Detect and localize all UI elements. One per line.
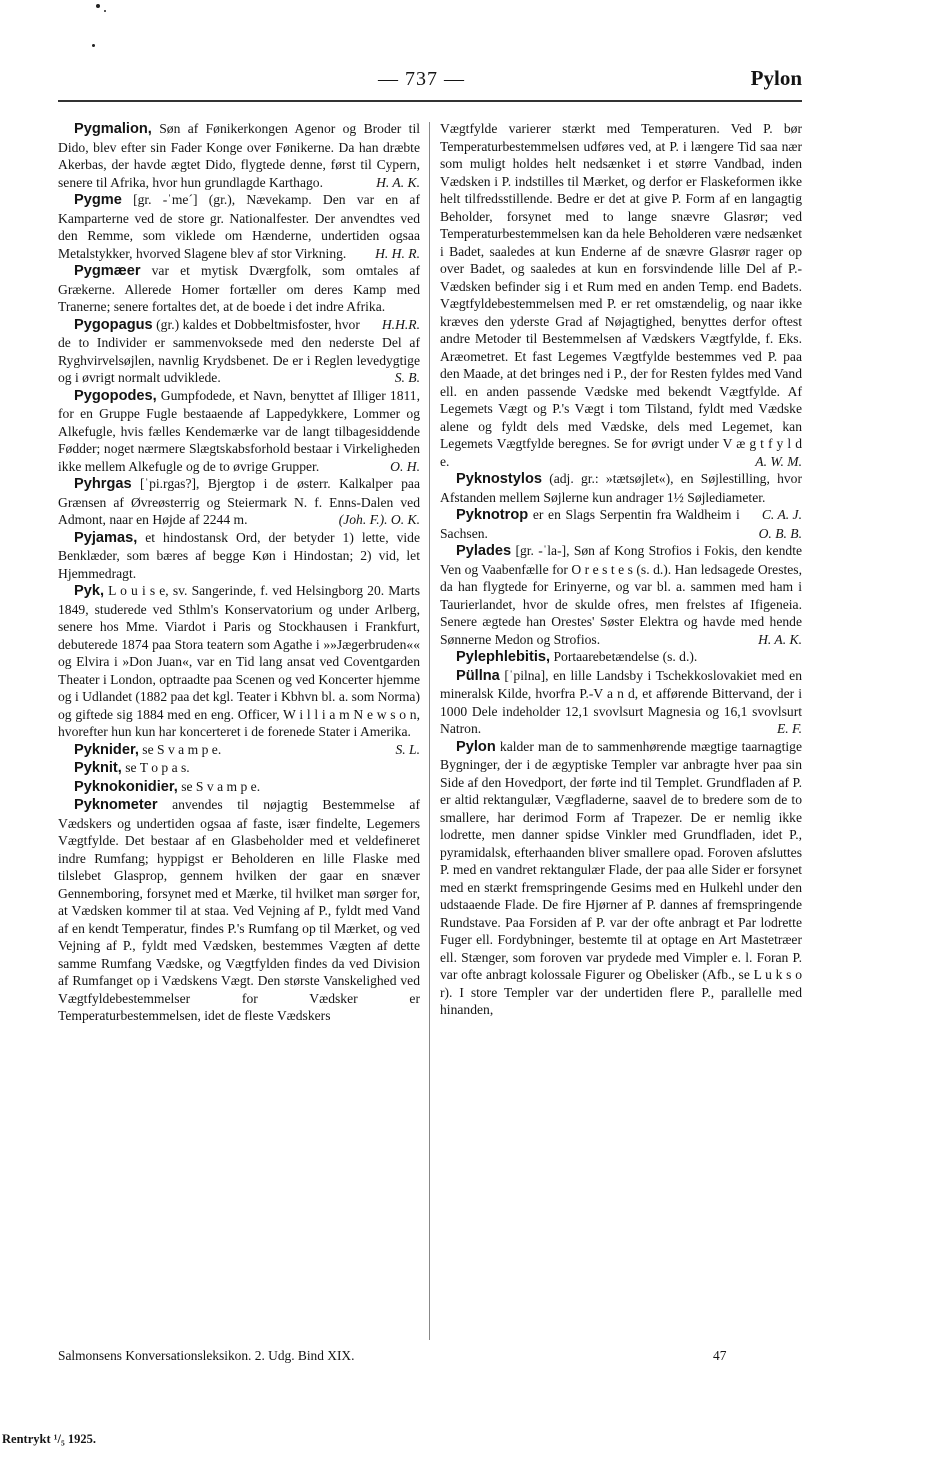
entry-body: var et mytisk Dværgfolk, som omtales af Grækerne. Allerede Homer fortæller om deres Kamp med Tranerne; senere fortaltes det, at de boede i det indre Afrika.	[58, 263, 420, 314]
entry-headword: Püllna	[456, 667, 500, 684]
dictionary-entry	[58, 191, 420, 262]
entry-signature: O. H.	[390, 458, 420, 474]
entry-headword: Pyknider,	[74, 741, 139, 758]
dictionary-entry	[440, 542, 802, 648]
scan-speck	[104, 10, 106, 12]
entry-signature: E. F.	[776, 721, 802, 736]
page-number: — 737 —	[378, 68, 465, 90]
continued-entry-text	[440, 120, 802, 470]
entry-signature: (Joh. F.). O. K.	[338, 512, 420, 527]
entry-headword: Pyknit,	[74, 760, 122, 776]
entry-headword: Pygmalion,	[74, 121, 152, 137]
entry-headword: Pygopodes,	[74, 387, 157, 404]
dictionary-entry	[440, 738, 802, 1019]
entry-headword: Pygopagus	[74, 316, 153, 333]
entry-headword: Pylon	[456, 738, 496, 755]
page-header	[58, 68, 802, 100]
dictionary-entry	[58, 120, 420, 191]
entry-signature: A. W. M.	[755, 453, 802, 469]
right-column	[440, 120, 802, 1019]
entry-body: Gumpfodede, et Navn, benyttet af Illiger 1811, for en Gruppe Fugle bestaaende af Lappedykkere, Lommer og Alkefugle, hvis fælles Kendemærke var de langt tilbagesiddende Fødder; noget nærmere Slægtskabsforhold bestaar i Virkeligheden ikke mellem Alkefugle og de to øvrige Grupper.	[58, 387, 420, 474]
entry-body: [gr. -ˈme´] (gr.), Nævekamp. Den var en af Kamparterne ved de store gr. Nationalfester. Der anvendtes ved den Remme, som viklede om Hænderne, undertiden ogsaa Metalstykker, hvorved Slagene blev af stor Virkning.	[58, 192, 420, 261]
scan-speck	[92, 44, 95, 47]
publication-line: Salmonsens Konversationsleksikon. 2. Udg. Bind XIX.	[58, 1348, 355, 1363]
continuation-body: Vægtfylde varierer stærkt med Temperaturen. Ved P. bør Temperaturbestemmelsen udføres ved, at P. i længere Tid saa nær som muligt holdes helt nedsænket i et større Vandbad, inden Vædsken i P. indstilles til Mærket, og derfor er Flaskeformen ikke helt tilfredsstillende. Bedre er det at give P. Form af en langagtig Beholder, forsynet med to lange snævre Glasrør; ved Temperaturbestemmelsen kan da hele Beholderen være nedsænket i Badet, saaledes at kun Enderne af de snævre Glasrør rager op over Badet, og saaledes at kun en forsvindende lille Del af P.-Vædsken befinder sig i et Rum med en anden Temp. end Badets. Vægtfyldebestemmelsen med P. er ret omstændelig, og naar ikke kræves den yderste Grad af Nøjagtighed, benyttes derfor oftest andre Metoder til Bestemmelsen af Vædskers Vægtfylde, f. Eks. Aræometret. Et fast Legemes Vægtfylde bestemmes ved P. paa den Maade, at det bringes ned i P., der for Resten fyldes med Vand ell. en anden passende Vædske med bekendt Vægtfylde. Af Legemets Vægt og P.'s Vægt i tom Tilstand, fyldt med Vædske alene og fyldt dels med Vædske, dels med Legemet, kan Legemets Vægtfylde beregnes. Se for øvrigt under V æ g t f y l d e.	[440, 121, 802, 469]
entry-signature: C. A. J.	[761, 507, 802, 522]
dictionary-entry	[58, 796, 420, 1025]
entry-headword: Pylephlebitis,	[456, 649, 551, 665]
entry-headword: Pyknotrop	[456, 507, 529, 523]
header-rule	[58, 100, 802, 102]
entry-body: se T o p a s.	[121, 760, 190, 775]
entry-headword: Pyjamas,	[74, 529, 138, 546]
entry-headword: Pyhrgas	[74, 476, 132, 492]
entry-body: [ˈpilna], en lille Landsby i Tschekkoslovakiet med en mineralsk Kilde, hvorfra P.-V a n d, et afførende Bittervand, der i 1000 Dele indeholder 12,1 svovlsurt Magnesia og 16,1 svovlsurt Natron.	[440, 667, 802, 736]
entry-body: [ˈpi.rgas?], Bjergtop i de østerr. Kalkalper paa Grænsen af Øvreøsterrig og Steiermark N. f. Enns-Dalen ved Admont, naar en Højde af 2244 m.	[58, 476, 420, 527]
dictionary-entry	[58, 475, 420, 529]
entry-headword: Pygme	[74, 192, 122, 208]
entry-body: (adj. gr.: »tætsøjlet«), en Søjlestilling, hvor Afstanden mellem Søjlerne kun andrager 1½ Søjlediameter.	[440, 471, 802, 505]
entry-body: et hindostansk Ord, der betyder 1) lette, vide Benklæder, som bæres af begge Køn i Hindostan; 2) vid, let Hjemmedragt.	[58, 529, 420, 581]
entry-body: [gr. -ˈla-], Søn af Kong Strofios i Fokis, den kendte Ven og Vaabenfælle for O r e s t e s (s. d.). Han ledsagede Orestes, da han flygtede for Erinyerne, og var bl. a. sammen med ham i Taurierlandet, hvor de skulde ofres, men frelstes af Ifigeneia. Senere ægtede han Orestes' Søster Elektra og havde med hende Sønnerne Medon og Strofios.	[440, 543, 802, 647]
entry-body: se S v a m p e.	[138, 741, 222, 757]
entry-signature: S. B.	[394, 370, 420, 385]
dictionary-entry	[440, 648, 802, 667]
entry-headword: Pylades	[456, 543, 512, 559]
running-head: Pylon	[750, 66, 802, 90]
entry-body: Portaarebetændelse (s. d.).	[550, 649, 698, 664]
reprint-note: Rentrykt ¹/₅ 1925.	[2, 1432, 96, 1446]
entry-body: (gr.) kaldes et Dobbeltmisfoster, hvor de to Individer er sammenvoksede med den nederste Del af Ryghvirvelsøjlen, navnlig Krydsbenet. De er i Reglen levedygtige og i øvrigt normalt udviklede.	[58, 316, 420, 385]
entry-headword: Pyknometer	[74, 797, 158, 813]
entry-signature: H. A. K.	[758, 631, 802, 647]
entry-body: kalder man de to sammenhørende mægtige taarnagtige Bygninger, der i de ægyptiske Templer var anbragte hver paa sin Side af den Hovedport, der førte ind til Templet. Grundfladen af P. er altid rektangulær, Vægfladerne, saavel de to bredere som de to smallere, har derimod Form af Trapezer. De er nemlig ikke lodrette, men danner spidse Vinkler med Grundfladen, idet P., pyramidalsk, efterhaanden bliver smallere opad. Foroven afsluttes P. med en vandret rektangulær Flade, der paa alle Sider er forsynet med en stærkt fremspringende Gesims med en Hulkehl under den udstaaende Flade. De fire Hjørner af P. dannes af fremspringende Rundstave. Paa Forsiden af P. var der ofte anbragt et Par lodrette Fuger ell. Fordybninger, bestemte til at optage en Art Mastetræer ell. Stænger, som foroven var prydede med Vimpler e. l. Foran P. var ofte anbragt kolossale Figurer og Obelisker (Afb., se L u k s o r). I store Templer var der undertiden flere P., parallelle med hinanden,	[440, 738, 802, 1017]
entry-body: se S v a m p e.	[177, 778, 261, 794]
dictionary-entry	[440, 667, 802, 738]
entry-signature: H.H.R.	[381, 316, 420, 332]
entry-signature: H. A. K.	[376, 174, 420, 190]
scan-speck	[96, 4, 100, 8]
dictionary-entry	[58, 741, 420, 760]
dictionary-entry	[58, 529, 420, 583]
column-divider	[429, 122, 430, 1340]
entry-body: anvendes til nøjagtig Bestemmelse af Vædskers og undertiden ogsaa af faste, især findelte, Legemers Vægtfylde. Det bestaar af en Glasbeholder med et veldefineret indre Rumfang; hyppigst er Beholderen en lille Flaske med tilslebet Glasprop, gennem hvilken der gaar en snæver Gennemboring, forsynet med et Mærke, til hvilket man sørger for, at Vædsken kommer til at staa. Ved Vejning af P., fyldt med Vand af en kendt Temperatur, findes P.'s Rumfang op til Mærket, og ved Vejning af P., fyldt med Vædsken, bestemmes Vægten af dette samme Rumfang Vædske, og Vægtfylden findes da ved Division af Rumfanget op i Vædskens Vægt. Den største Vanskelighed ved Vægtfyldebestemmelser for Vædsker er Temperaturbestemmelsen, idet de fleste Vædskers	[58, 797, 420, 1023]
entry-body: L o u i s e, sv. Sangerinde, f. ved Helsingborg 20. Marts 1849, studerede ved Sthlm's Konservatorium og under Arlberg, senere hos Mme. Viardot i Paris og Stockhausen i Frankfurt, debuterede 1874 paa Stora teatern som Agathe i »»Jægerbruden«« og Elvira i »Don Juan«, var en Tid lang ansat ved Coventgarden Theater i London, optraadte paa Scenen og ved Koncerter hjemme og i Udlandet (1882 paa det kgl. Teater i Kbhvn bl. a. som Norma) og giftede sig 1884 med en eng. Officer, W i l l i a m N e w s o n, hvorefter hun kun har koncerteret i de forenede Stater i Amerika.	[58, 583, 420, 739]
dictionary-entry	[58, 778, 420, 797]
entry-signature: S. L.	[395, 741, 420, 757]
dictionary-entry	[58, 759, 420, 778]
entry-headword: Pyknokonidier,	[74, 778, 178, 795]
signature-mark: 47	[713, 1348, 727, 1363]
entry-body: er en Slags Serpentin fra Waldheim i Sachsen.	[440, 507, 740, 541]
entry-body: Søn af Fønikerkongen Agenor og Broder til Dido, blev efter sin Fader Konge over Fønikerne. Da han dræbte Akerbas, der havde ægtet Dido, flygtede denne, først til Cypern, senere til Afrika, hvor hun grundlagde Karthago.	[58, 121, 420, 190]
entry-signature: O. B. B.	[758, 525, 802, 541]
entry-headword: Pygmæer	[74, 263, 141, 279]
left-column	[58, 120, 420, 1025]
dictionary-entry	[58, 387, 420, 476]
entry-signature: H. H. R.	[375, 245, 420, 261]
entry-headword: Pyk,	[74, 583, 105, 599]
entry-headword: Pyknostylos	[456, 471, 542, 487]
